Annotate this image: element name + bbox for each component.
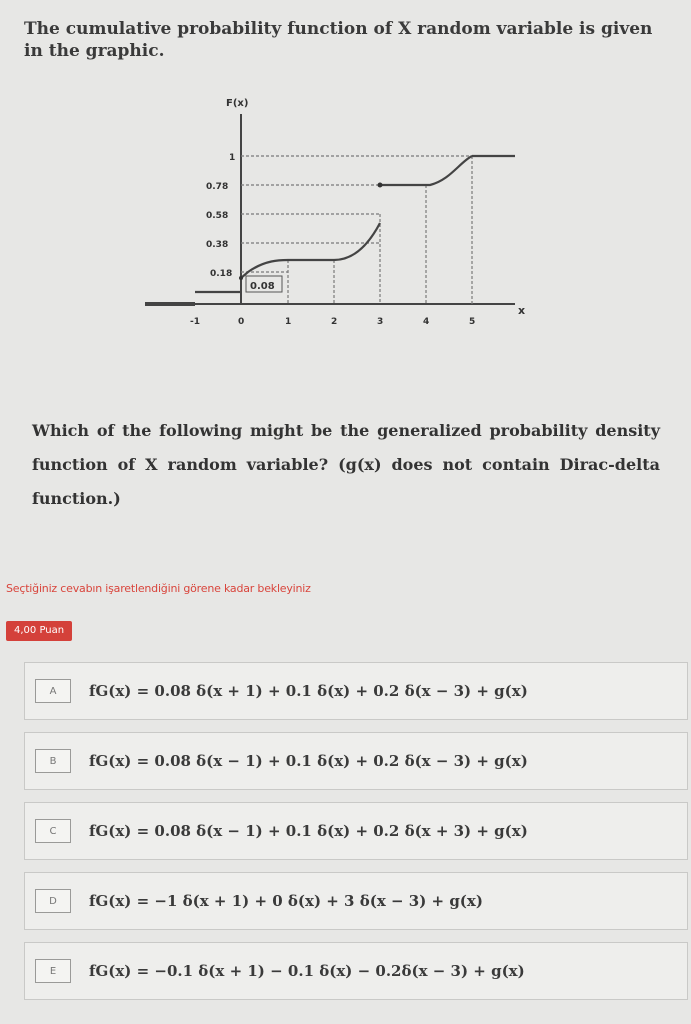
- x-tick-label: 4: [423, 317, 430, 327]
- y-axis-label: F(x): [226, 98, 249, 109]
- point-marker: [239, 276, 243, 280]
- option-letter[interactable]: D: [35, 889, 71, 913]
- option-letter[interactable]: A: [35, 679, 71, 703]
- x-tick-label: -1: [190, 317, 200, 327]
- question-intro: The cumulative probability function of X random variable is given in the graphic.: [24, 19, 653, 61]
- x-tick-label: 3: [377, 317, 384, 327]
- option-b[interactable]: [24, 732, 688, 790]
- option-d[interactable]: [24, 872, 688, 930]
- x-tick-label: 5: [469, 317, 476, 327]
- option-text[interactable]: fG(x) = 0.08 δ(x − 1) + 0.1 δ(x) + 0.2 δ(x − 3) + g(x): [89, 752, 528, 770]
- point-marker: [378, 183, 383, 188]
- cdf-graph: [140, 92, 540, 342]
- option-text[interactable]: fG(x) = −1 δ(x + 1) + 0 δ(x) + 3 δ(x − 3) + g(x): [89, 892, 483, 910]
- x-axis-label: x: [518, 304, 526, 317]
- points-badge: 4,00 Puan: [6, 621, 72, 641]
- x-tick-label: 1: [285, 317, 292, 327]
- annotation-label: 0.08: [250, 281, 275, 292]
- x-tick-label: 2: [331, 317, 338, 327]
- option-letter[interactable]: C: [35, 819, 71, 843]
- y-tick-label: 1: [229, 153, 236, 163]
- y-tick-label: 0.58: [206, 211, 229, 221]
- option-letter[interactable]: B: [35, 749, 71, 773]
- question-text: Which of the following might be the generalized probability density function of X random variable? (g(x) does not contain Dirac-delta function.): [32, 421, 660, 508]
- option-e[interactable]: [24, 942, 688, 1000]
- cdf-graph-svg: [140, 92, 540, 342]
- option-c[interactable]: [24, 802, 688, 860]
- cdf-curve: [145, 156, 515, 304]
- option-letter[interactable]: E: [35, 959, 71, 983]
- x-tick-label: 0: [238, 317, 245, 327]
- option-text[interactable]: fG(x) = 0.08 δ(x − 1) + 0.1 δ(x) + 0.2 δ(x + 3) + g(x): [89, 822, 528, 840]
- option-text[interactable]: fG(x) = 0.08 δ(x + 1) + 0.1 δ(x) + 0.2 δ(x − 3) + g(x): [89, 682, 528, 700]
- option-a[interactable]: [24, 662, 688, 720]
- y-tick-label: 0.78: [206, 182, 229, 192]
- option-text[interactable]: fG(x) = −0.1 δ(x + 1) − 0.1 δ(x) − 0.2δ(x − 3) + g(x): [89, 962, 525, 980]
- wait-notice: Seçtiğiniz cevabın işaretlendiğini görene kadar bekleyiniz: [6, 582, 311, 595]
- y-tick-label: 0.18: [210, 269, 233, 279]
- y-tick-label: 0.38: [206, 240, 229, 250]
- answer-options: [0, 662, 691, 1012]
